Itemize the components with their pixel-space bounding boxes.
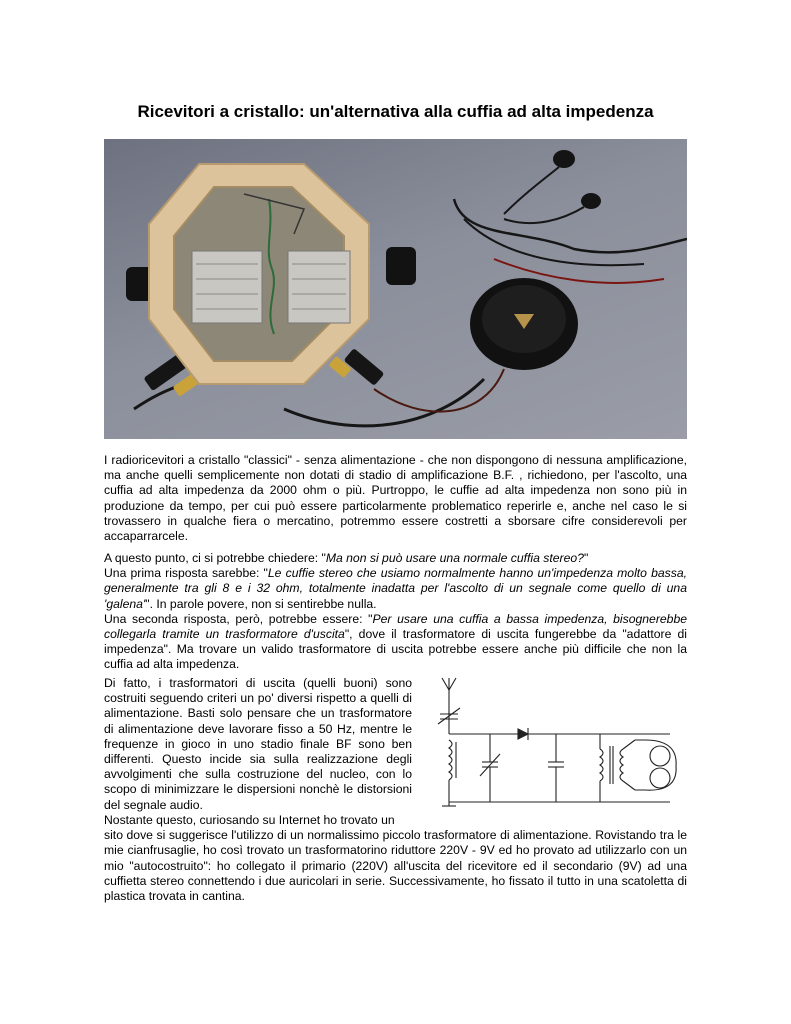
text-span: Una seconda risposta, però, potrebbe essere: " <box>104 611 373 626</box>
text-span: ". In parole povere, non si sentirebbe nulla. <box>145 596 377 611</box>
paragraph-solution <box>104 813 687 904</box>
text-span: ", dove il trasformatore di uscita fungerebbe da "adattore di impedenza". Ma trovare un valido trasformatore di uscita potrebbe essere anche più difficile che non la cuffia ad alta impedenza. <box>104 627 687 672</box>
receiver-photo <box>104 139 687 439</box>
text-span: Nostante questo, curiosando su Internet ho trovato un <box>104 813 395 827</box>
text-span: " <box>583 551 589 565</box>
page-title: Ricevitori a cristallo: un'alternativa alla cuffia ad alta impedenza <box>137 102 654 121</box>
paragraph-transformers: Di fatto, i trasformatori di uscita (quelli buoni) sono costruiti seguendo criteri un po' diversi rispetto a quelli di alimentazione. Basti solo pensare che un trasformatore di alimentazione deve lavorare fisso a 50 Hz, mentre le frequenze in gioco in uno stadio finale BF sono ben differenti. Questo incide sia sulla realizzazione degli avvolgimenti che sulla costruzione del nucleo, con lo scopo di minimizzare le dispersioni nonchè le distorsioni del segnale audio. <box>104 676 412 812</box>
connector <box>344 348 385 386</box>
italic-answer-1: Le cuffie stereo che usiamo normalmente hanno un'impedenza molto bassa, generalmente tra gli 8 e i 32 ohm, totalmente inadatta per l'ascolto di un segnale come quello di una 'galena' <box>104 566 688 611</box>
italic-answer-2: Per usare una cuffia a bassa impedenza, bisognerebbe collegarla tramite un trasformatore d'uscita <box>104 611 687 642</box>
paragraph-question <box>104 551 687 673</box>
text-span: Una prima risposta sarebbe: " <box>104 566 268 581</box>
knob <box>386 247 416 285</box>
cable <box>454 199 687 252</box>
cable <box>374 369 504 412</box>
text-span: A questo punto, ci si potrebbe chiedere: " <box>104 551 326 565</box>
crystal-radio-schematic <box>430 674 686 808</box>
variable-capacitor <box>288 251 350 323</box>
cable <box>284 379 484 426</box>
earphone-icon <box>553 150 575 168</box>
earphone-icon <box>581 193 601 209</box>
italic-question: Ma non si può usare una normale cuffia stereo? <box>325 551 584 565</box>
receiver-photo-illustration <box>104 139 687 439</box>
paragraph-intro: I radioricevitori a cristallo "classici" - senza alimentazione - che non dispongono di nessuna amplificazione, ma anche quelli semplicemente non dotati di stadio di amplificazione B.F. , richiedono, per l'ascolto, una cuffia ad alta impedenza da 2000 ohm o più. Purtroppo, le cuffie ad alta impedenza non sono più in produzione da tempo, per cui può essere particolarmente problematico reperirle e, anche nel caso le si trovassero in qualche fiera o mercatino, potremmo essere costretti a sborsare cifre considerevoli per accaparrarcele. <box>104 453 687 544</box>
variable-capacitor <box>192 251 262 323</box>
schematic-diagram <box>430 674 686 808</box>
text-span: sito dove si suggerisce l'utilizzo di un normalissimo piccolo trasformatore di alimentazione. Rovistando tra le mie cianfrusaglie, ho così trovato un trasformatorino riduttore 220V - 9V ed ho provato ad utilizzarlo con un mio "autocostruito": ho collegato il primario (220V) all'uscita del ricevitore ed il secondario (9V) ad una cuffietta stereo connettendo i due auricolari in serie. Successivamente, ho fissato il tutto in una scatoletta di plastica trovata in cantina. <box>104 828 687 904</box>
